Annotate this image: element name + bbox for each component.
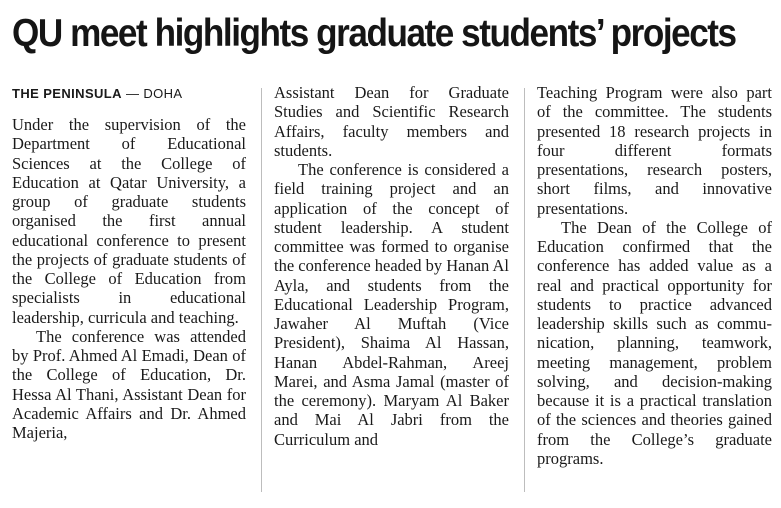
article-column-1	[12, 84, 246, 442]
byline-location: DOHA	[143, 86, 183, 101]
paragraph: Teaching Program were also part of the committee. The students presented 18 research projects in four different formats presentations, research posters, short films, and innovative presentations.	[537, 83, 772, 218]
article-column-3	[537, 83, 772, 468]
byline-separator: —	[125, 86, 140, 101]
byline	[12, 84, 246, 103]
paragraph: Assistant Dean for Graduate Studies and Scientific Research Affairs, faculty members and students.	[274, 83, 509, 160]
article-column-2	[274, 83, 509, 449]
column-divider	[261, 88, 262, 492]
paragraph: Under the supervision of the Department of Educational Sciences at the College of Education at Qatar University, a group of graduate students organised the first annual educational conference to present the projects of graduate students of the College of Education from specialists in educational leadership, curricula and teaching.	[12, 115, 246, 327]
column-divider	[524, 88, 525, 492]
paragraph: The Dean of the College of Education confirmed that the conference has added value as a real and practical opportunity for students to practice advanced leadership skills such as communication, planning, teamwork, meeting management, problem solving, and decision-making because it is a practical translation of the sciences and theories gained from the College’s graduate programs.	[537, 217, 772, 468]
paragraph: The conference is considered a field training project and an application of the concept of student leadership. A student committee was formed to organise the conference headed by Hanan Al Ayla, and students from the Educational Leadership Program, Jawaher Al Muftah (Vice President), Shaima Al Hassan, Hanan Abdel-Rahman, Areej Marei, and Asma Jamal (master of the ceremony). Maryam Al Baker and Mai Al Jabri from the Curriculum and	[274, 160, 510, 449]
headline: QU meet highlights graduate students’ projects	[12, 12, 736, 55]
paragraph: The conference was attended by Prof. Ahmed Al Emadi, Dean of the College of Education, Dr. Hessa Al Thani, Assistant Dean for Academic Affairs and Dr. Ahmed Majeria,	[12, 326, 246, 442]
byline-source: THE PENINSULA	[12, 86, 122, 101]
